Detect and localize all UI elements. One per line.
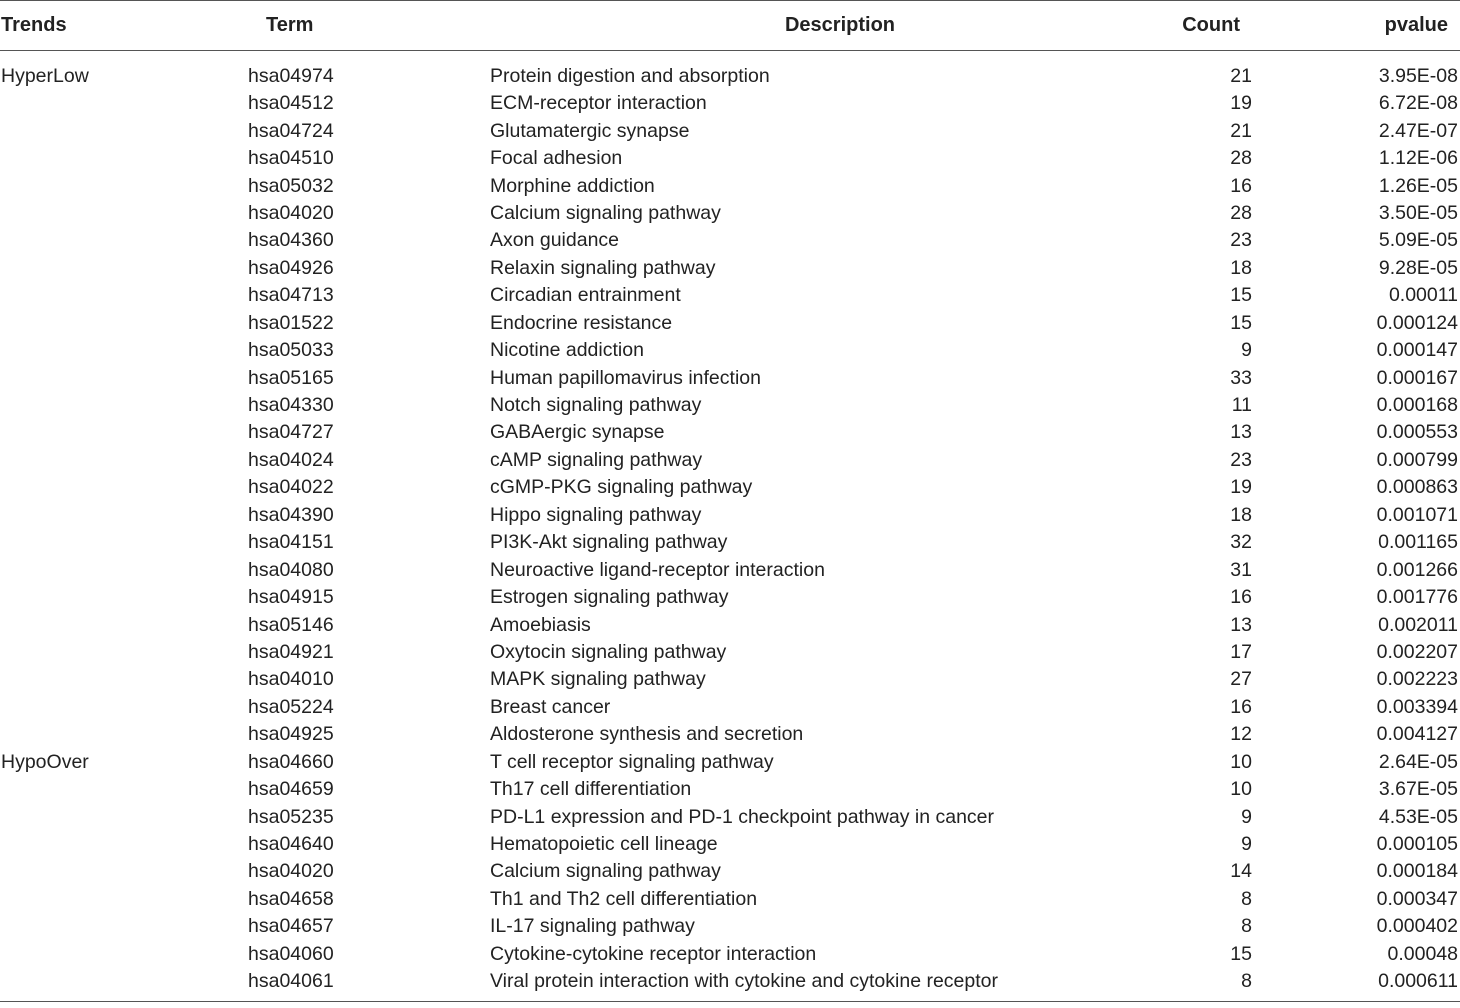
header-count: Count [1050,1,1290,51]
cell-pvalue: 0.002011 [1378,613,1458,636]
table-row [0,337,1460,364]
cell-trend [0,255,245,282]
cell-trend: HypoOver [1,750,89,773]
cell-trend [0,776,245,803]
table-row [0,749,1460,776]
cell-description: IL-17 signaling pathway [490,915,695,938]
cell-trend [0,913,245,940]
cell-description: Oxytocin signaling pathway [490,640,727,663]
cell-trend [0,172,245,199]
table-row [0,831,1460,858]
cell-trend [0,364,245,391]
cell-description: Relaxin signaling pathway [490,256,716,279]
cell-term: hsa04024 [248,448,334,471]
cell-description: Calcium signaling pathway [490,860,721,883]
table-row [0,227,1460,254]
cell-description: cAMP signaling pathway [490,448,703,471]
cell-pvalue: 0.002207 [1376,640,1458,663]
cell-trend [0,886,245,913]
cell-term: hsa04660 [248,750,334,773]
cell-term: hsa05224 [248,695,334,718]
cell-count: 21 [1230,65,1252,87]
cell-count: 32 [1230,531,1252,554]
cell-pvalue: 6.72E-08 [1378,92,1458,115]
cell-trend [0,968,245,1002]
cell-trend [0,529,245,556]
cell-description: Th17 cell differentiation [490,778,692,801]
table-row [0,941,1460,968]
cell-description: T cell receptor signaling pathway [490,750,774,773]
cell-pvalue: 5.09E-05 [1378,229,1458,252]
cell-trend [0,392,245,419]
cell-trend [0,721,245,748]
cell-description: Viral protein interaction with cytokine and cytokine receptor [490,968,1050,1002]
cell-term: hsa05235 [248,805,334,828]
cell-description: Glutamatergic synapse [490,119,690,142]
cell-term: hsa04915 [248,586,334,609]
cell-term: hsa04061 [245,968,490,1002]
cell-count: 17 [1230,640,1252,663]
cell-pvalue: 1.26E-05 [1378,174,1458,197]
cell-count: 21 [1230,119,1252,142]
cell-count: 10 [1230,750,1252,773]
cell-description: ECM-receptor interaction [490,92,707,115]
cell-trend [0,611,245,638]
cell-trend [0,310,245,337]
cell-pvalue: 9.28E-05 [1378,256,1458,279]
cell-count: 18 [1230,256,1252,279]
cell-count: 9 [1241,339,1252,362]
cell-description: PI3K-Akt signaling pathway [490,531,728,554]
cell-trend [0,200,245,227]
cell-pvalue: 0.00048 [1387,942,1458,965]
table-row [0,639,1460,666]
header-description: Description [490,1,1050,51]
cell-pvalue: 0.001776 [1376,586,1458,609]
cell-term: hsa04659 [248,778,334,801]
cell-description: Morphine addiction [490,174,655,197]
cell-pvalue: 1.12E-06 [1378,147,1458,170]
cell-pvalue: 0.00011 [1388,284,1458,307]
table-row [0,200,1460,227]
cell-count: 16 [1230,174,1252,197]
cell-pvalue: 0.000553 [1376,421,1458,444]
cell-count: 8 [1241,915,1252,938]
cell-term: hsa05146 [248,613,334,636]
cell-count: 13 [1230,421,1252,444]
cell-count: 16 [1230,695,1252,718]
cell-count: 28 [1230,201,1252,224]
table-row [0,886,1460,913]
cell-description: GABAergic synapse [490,421,665,444]
cell-term: hsa04020 [248,860,334,883]
cell-trend [0,803,245,830]
cell-description: Nicotine addiction [490,339,644,362]
table-row [0,145,1460,172]
cell-term: hsa04022 [248,476,334,499]
cell-description: MAPK signaling pathway [490,668,706,691]
cell-trend [0,666,245,693]
cell-description: Hippo signaling pathway [490,503,702,526]
table-row [0,447,1460,474]
cell-count: 14 [1230,860,1252,883]
cell-term: hsa04360 [248,229,334,252]
cell-term: hsa04925 [248,723,334,746]
cell-count: 19 [1230,476,1252,499]
cell-description: Amoebiasis [490,613,591,636]
cell-pvalue: 0.000863 [1376,476,1458,499]
cell-trend [0,694,245,721]
cell-description: Notch signaling pathway [490,394,702,417]
table-row [0,90,1460,117]
cell-count: 23 [1230,448,1252,471]
cell-pvalue: 0.001071 [1376,503,1458,526]
cell-description: Calcium signaling pathway [490,201,721,224]
header-trends: Trends [0,1,245,51]
cell-term: hsa04330 [248,394,334,417]
cell-description: Human papillomavirus infection [490,366,761,389]
cell-trend [0,556,245,583]
table-row [0,172,1460,199]
cell-pvalue: 0.000402 [1376,915,1458,938]
cell-pvalue: 0.000611 [1290,968,1460,1002]
cell-count: 19 [1230,92,1252,115]
cell-term: hsa04390 [248,503,334,526]
cell-description: Aldosterone synthesis and secretion [490,723,804,746]
cell-pvalue: 0.000184 [1376,860,1458,883]
cell-term: hsa04010 [248,668,334,691]
table-row [0,282,1460,309]
cell-pvalue: 0.000105 [1376,833,1458,856]
cell-pvalue: 0.000124 [1376,311,1458,334]
cell-term: hsa01522 [248,311,334,334]
cell-count: 15 [1230,311,1252,334]
cell-pvalue: 0.000147 [1376,339,1458,362]
cell-description: Breast cancer [490,695,611,718]
cell-trend [0,941,245,968]
cell-term: hsa04713 [248,284,334,307]
cell-description: cGMP-PKG signaling pathway [490,476,753,499]
cell-pvalue: 4.53E-05 [1378,805,1458,828]
cell-trend [0,447,245,474]
table-row [0,51,1460,91]
cell-count: 8 [1241,887,1252,910]
table-row [0,255,1460,282]
table-row [0,474,1460,501]
cell-description: Axon guidance [490,229,620,252]
cell-trend [0,282,245,309]
cell-description: Cytokine-cytokine receptor interaction [490,942,817,965]
cell-term: hsa04080 [248,558,334,581]
cell-description: Hematopoietic cell lineage [490,833,718,856]
table-row [0,392,1460,419]
cell-trend [0,831,245,858]
table-row [0,721,1460,748]
table-row [0,858,1460,885]
cell-count: 15 [1230,942,1252,965]
cell-description: Estrogen signaling pathway [490,586,729,609]
cell-term: hsa04020 [248,201,334,224]
cell-count: 27 [1230,668,1252,691]
table-row [0,502,1460,529]
cell-term: hsa04727 [248,421,334,444]
table-row [0,611,1460,638]
table-row [0,776,1460,803]
cell-description: Focal adhesion [490,147,623,170]
header-term: Term [245,1,490,51]
table-row [0,364,1460,391]
cell-count: 10 [1230,778,1252,801]
cell-term: hsa04657 [248,915,334,938]
table-row [0,968,1460,1002]
table-row [0,556,1460,583]
cell-term: hsa04510 [248,147,334,170]
cell-trend [0,858,245,885]
cell-term: hsa04512 [248,92,334,115]
table-row [0,803,1460,830]
cell-term: hsa04640 [248,833,334,856]
cell-description: Endocrine resistance [490,311,673,334]
cell-count: 16 [1230,586,1252,609]
table-row [0,913,1460,940]
cell-term: hsa04926 [248,256,334,279]
cell-pvalue: 0.004127 [1376,723,1458,746]
cell-count: 33 [1230,366,1252,389]
cell-pvalue: 3.95E-08 [1378,65,1458,87]
cell-term: hsa05165 [248,366,334,389]
table-row [0,419,1460,446]
table-row [0,117,1460,144]
cell-term: hsa04724 [248,119,334,142]
cell-pvalue: 0.000347 [1376,887,1458,910]
cell-term: hsa05032 [248,174,334,197]
cell-count: 15 [1230,284,1252,307]
cell-trend [0,90,245,117]
cell-count: 23 [1230,229,1252,252]
cell-trend [0,584,245,611]
cell-pvalue: 2.64E-05 [1378,750,1458,773]
cell-pvalue: 0.003394 [1376,695,1458,718]
cell-count: 28 [1230,147,1252,170]
cell-term: hsa05033 [248,339,334,362]
cell-count: 31 [1230,558,1252,581]
cell-description: Th1 and Th2 cell differentiation [490,887,758,910]
cell-trend [0,117,245,144]
cell-pvalue: 0.001266 [1376,558,1458,581]
header-pvalue: pvalue [1290,1,1460,51]
cell-pvalue: 3.67E-05 [1378,778,1458,801]
cell-trend [0,639,245,666]
table-body [0,51,1460,1002]
table-header [0,1,1460,51]
cell-count: 12 [1230,723,1252,746]
cell-trend [0,227,245,254]
cell-description: Neuroactive ligand-receptor interaction [490,558,825,581]
cell-term: hsa04974 [248,65,334,87]
cell-description: PD-L1 expression and PD-1 checkpoint pathway in cancer [490,805,995,828]
table-row [0,529,1460,556]
cell-pvalue: 0.000799 [1376,448,1458,471]
cell-term: hsa04658 [248,887,334,910]
cell-pvalue: 0.001165 [1378,531,1458,554]
cell-count: 11 [1231,394,1252,417]
cell-pvalue: 3.50E-05 [1378,201,1458,224]
cell-description: Protein digestion and absorption [490,65,770,87]
cell-trend [0,502,245,529]
cell-trend [0,474,245,501]
header-row [0,1,1460,51]
cell-count: 13 [1230,613,1252,636]
table-row [0,666,1460,693]
table-row [0,694,1460,721]
cell-description: Circadian entrainment [490,284,681,307]
cell-term: hsa04921 [248,640,334,663]
cell-term: hsa04151 [248,531,334,554]
cell-trend [0,145,245,172]
cell-term: hsa04060 [248,942,334,965]
cell-pvalue: 2.47E-07 [1378,119,1458,142]
cell-pvalue: 0.000168 [1376,394,1458,417]
cell-count: 9 [1241,805,1252,828]
cell-pvalue: 0.000167 [1376,366,1458,389]
cell-count: 18 [1230,503,1252,526]
cell-count: 8 [1050,968,1290,1002]
cell-pvalue: 0.002223 [1376,668,1458,691]
table-row [0,584,1460,611]
table-row [0,310,1460,337]
cell-trend [0,419,245,446]
cell-count: 9 [1241,833,1252,856]
cell-trend [0,337,245,364]
cell-trend: HyperLow [1,65,89,87]
